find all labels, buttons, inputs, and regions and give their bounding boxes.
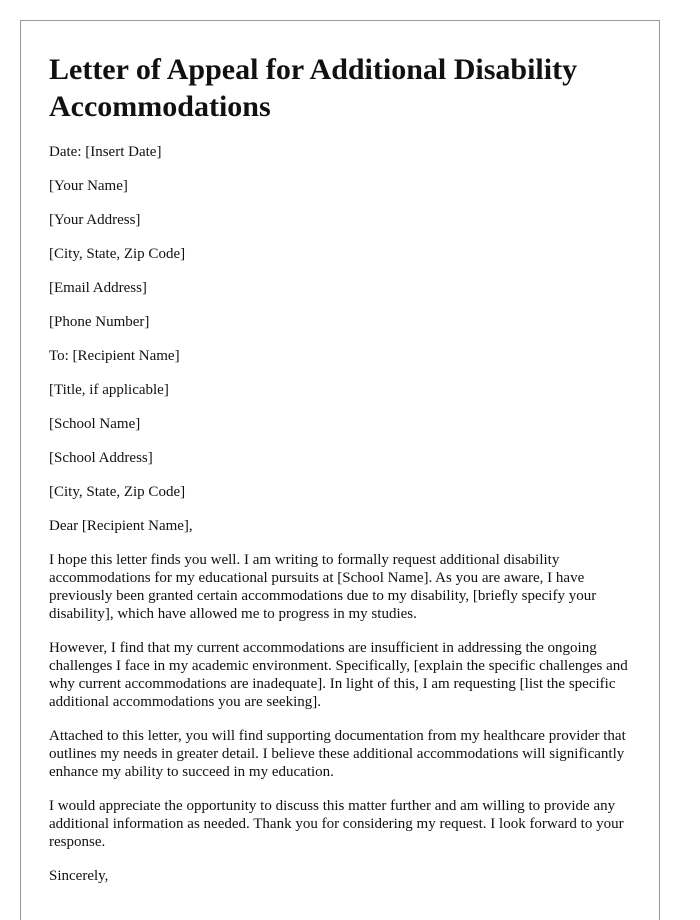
- sender-address: [Your Address]: [49, 212, 141, 228]
- sender-phone: [Phone Number]: [49, 314, 150, 330]
- sender-city-state-zip: [City, State, Zip Code]: [49, 246, 186, 262]
- sender-email: [Email Address]: [49, 280, 147, 296]
- school-city-state-zip: [City, State, Zip Code]: [49, 484, 186, 500]
- recipient-name: To: [Recipient Name]: [49, 348, 180, 364]
- date-line: Date: [Insert Date]: [49, 144, 162, 160]
- body-paragraph-intro: I hope this letter finds you well. I am writing to formally request additional disability accommodations for my educational pursuits at [School Name]. As you are aware, I have previously been granted certain accommodations due to my disability, [briefly specify your disability], which have allowed me to progress in my studies.: [49, 552, 597, 622]
- salutation: Dear [Recipient Name],: [49, 518, 193, 534]
- school-address: [School Address]: [49, 450, 153, 466]
- sender-name: [Your Name]: [49, 178, 128, 194]
- recipient-title: [Title, if applicable]: [49, 382, 169, 398]
- school-name: [School Name]: [49, 416, 141, 432]
- closing: Sincerely,: [49, 868, 109, 884]
- body-paragraph-challenges: However, I find that my current accommodations are insufficient in addressing the ongoing challenges I face in my academic environment. Specifically, [explain the specific challenges and why current accommodations are inadequate]. In light of this, I am requesting [list the specific additional accommodations you are seeking].: [49, 640, 628, 710]
- letter-page: [20, 20, 660, 920]
- letter-title: Letter of Appeal for Additional Disability Accommodations: [49, 53, 578, 123]
- body-paragraph-closing-request: I would appreciate the opportunity to discuss this matter further and am willing to provide any additional information as needed. Thank you for considering my request. I look forward to your response.: [49, 798, 624, 850]
- body-paragraph-documentation: Attached to this letter, you will find supporting documentation from my healthcare provider that outlines my needs in greater detail. I believe these additional accommodations will significantly enhance my ability to succeed in my education.: [49, 728, 626, 780]
